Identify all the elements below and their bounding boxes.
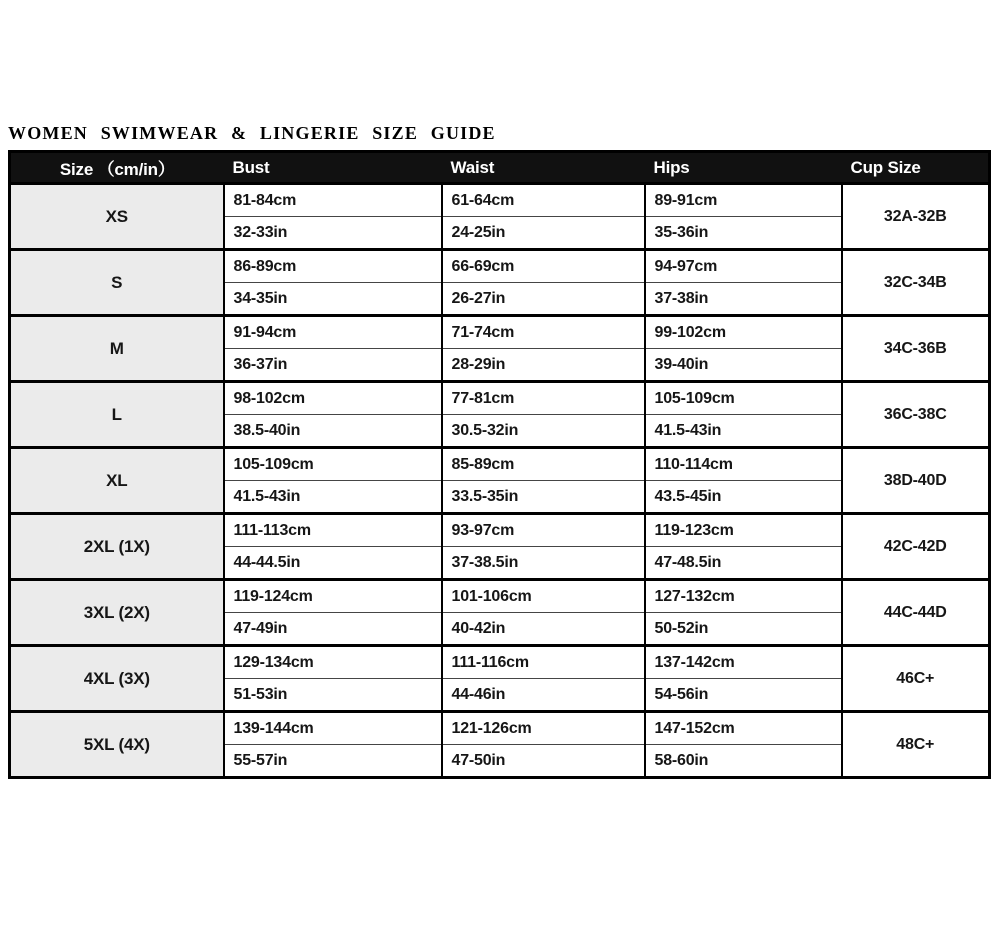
waist-in-cell: 33.5-35in — [442, 481, 645, 514]
waist-in-cell: 24-25in — [442, 217, 645, 250]
column-header-size: Size （cm/in） — [10, 152, 224, 184]
waist-cm-cell: 121-126cm — [442, 712, 645, 745]
column-header-hips: Hips — [645, 152, 842, 184]
size-label-cell: S — [10, 250, 224, 316]
bust-in-cell: 51-53in — [224, 679, 442, 712]
bust-in-cell: 32-33in — [224, 217, 442, 250]
column-header-cup-size: Cup Size — [842, 152, 990, 184]
waist-in-cell: 40-42in — [442, 613, 645, 646]
waist-cm-cell: 71-74cm — [442, 316, 645, 349]
size-label-cell: XL — [10, 448, 224, 514]
size-row-cm — [10, 514, 990, 547]
size-label-cell: L — [10, 382, 224, 448]
column-header-bust: Bust — [224, 152, 442, 184]
cup-size-cell: 48C+ — [842, 712, 990, 778]
size-row-cm — [10, 184, 990, 217]
bust-cm-cell: 86-89cm — [224, 250, 442, 283]
bust-cm-cell: 81-84cm — [224, 184, 442, 217]
bust-cm-cell: 105-109cm — [224, 448, 442, 481]
hips-cm-cell: 105-109cm — [645, 382, 842, 415]
bust-in-cell: 34-35in — [224, 283, 442, 316]
size-row-cm — [10, 580, 990, 613]
size-row-cm — [10, 316, 990, 349]
waist-in-cell: 30.5-32in — [442, 415, 645, 448]
waist-cm-cell: 77-81cm — [442, 382, 645, 415]
size-guide-table — [8, 150, 991, 779]
bust-cm-cell: 91-94cm — [224, 316, 442, 349]
column-header-waist: Waist — [442, 152, 645, 184]
hips-cm-cell: 137-142cm — [645, 646, 842, 679]
waist-cm-cell: 101-106cm — [442, 580, 645, 613]
waist-in-cell: 44-46in — [442, 679, 645, 712]
waist-in-cell: 28-29in — [442, 349, 645, 382]
bust-in-cell: 55-57in — [224, 745, 442, 778]
hips-cm-cell: 89-91cm — [645, 184, 842, 217]
hips-in-cell: 39-40in — [645, 349, 842, 382]
size-label-cell: 2XL (1X) — [10, 514, 224, 580]
size-row-cm — [10, 712, 990, 745]
waist-cm-cell: 111-116cm — [442, 646, 645, 679]
waist-in-cell: 26-27in — [442, 283, 645, 316]
hips-in-cell: 41.5-43in — [645, 415, 842, 448]
page-title: WOMEN SWIMWEAR & LINGERIE SIZE GUIDE — [8, 123, 496, 143]
size-row-cm — [10, 250, 990, 283]
bust-in-cell: 44-44.5in — [224, 547, 442, 580]
bust-cm-cell: 129-134cm — [224, 646, 442, 679]
hips-in-cell: 35-36in — [645, 217, 842, 250]
hips-cm-cell: 147-152cm — [645, 712, 842, 745]
size-label-cell: 3XL (2X) — [10, 580, 224, 646]
bust-cm-cell: 139-144cm — [224, 712, 442, 745]
waist-cm-cell: 85-89cm — [442, 448, 645, 481]
cup-size-cell: 32C-34B — [842, 250, 990, 316]
size-row-cm — [10, 382, 990, 415]
size-label-cell: XS — [10, 184, 224, 250]
cup-size-cell: 36C-38C — [842, 382, 990, 448]
waist-in-cell: 37-38.5in — [442, 547, 645, 580]
bust-cm-cell: 119-124cm — [224, 580, 442, 613]
cup-size-cell: 32A-32B — [842, 184, 990, 250]
hips-cm-cell: 110-114cm — [645, 448, 842, 481]
bust-in-cell: 41.5-43in — [224, 481, 442, 514]
waist-cm-cell: 66-69cm — [442, 250, 645, 283]
cup-size-cell: 44C-44D — [842, 580, 990, 646]
cup-size-cell: 34C-36B — [842, 316, 990, 382]
size-label-cell: M — [10, 316, 224, 382]
hips-in-cell: 43.5-45in — [645, 481, 842, 514]
waist-in-cell: 47-50in — [442, 745, 645, 778]
waist-cm-cell: 61-64cm — [442, 184, 645, 217]
bust-in-cell: 38.5-40in — [224, 415, 442, 448]
hips-cm-cell: 119-123cm — [645, 514, 842, 547]
hips-in-cell: 58-60in — [645, 745, 842, 778]
hips-cm-cell: 94-97cm — [645, 250, 842, 283]
bust-cm-cell: 98-102cm — [224, 382, 442, 415]
hips-cm-cell: 99-102cm — [645, 316, 842, 349]
hips-in-cell: 47-48.5in — [645, 547, 842, 580]
cup-size-cell: 46C+ — [842, 646, 990, 712]
cup-size-cell: 42C-42D — [842, 514, 990, 580]
waist-cm-cell: 93-97cm — [442, 514, 645, 547]
bust-cm-cell: 111-113cm — [224, 514, 442, 547]
hips-cm-cell: 127-132cm — [645, 580, 842, 613]
hips-in-cell: 54-56in — [645, 679, 842, 712]
hips-in-cell: 37-38in — [645, 283, 842, 316]
bust-in-cell: 36-37in — [224, 349, 442, 382]
size-row-cm — [10, 448, 990, 481]
size-label-cell: 5XL (4X) — [10, 712, 224, 778]
size-label-cell: 4XL (3X) — [10, 646, 224, 712]
hips-in-cell: 50-52in — [645, 613, 842, 646]
bust-in-cell: 47-49in — [224, 613, 442, 646]
size-row-cm — [10, 646, 990, 679]
cup-size-cell: 38D-40D — [842, 448, 990, 514]
table-header-row — [10, 152, 990, 184]
